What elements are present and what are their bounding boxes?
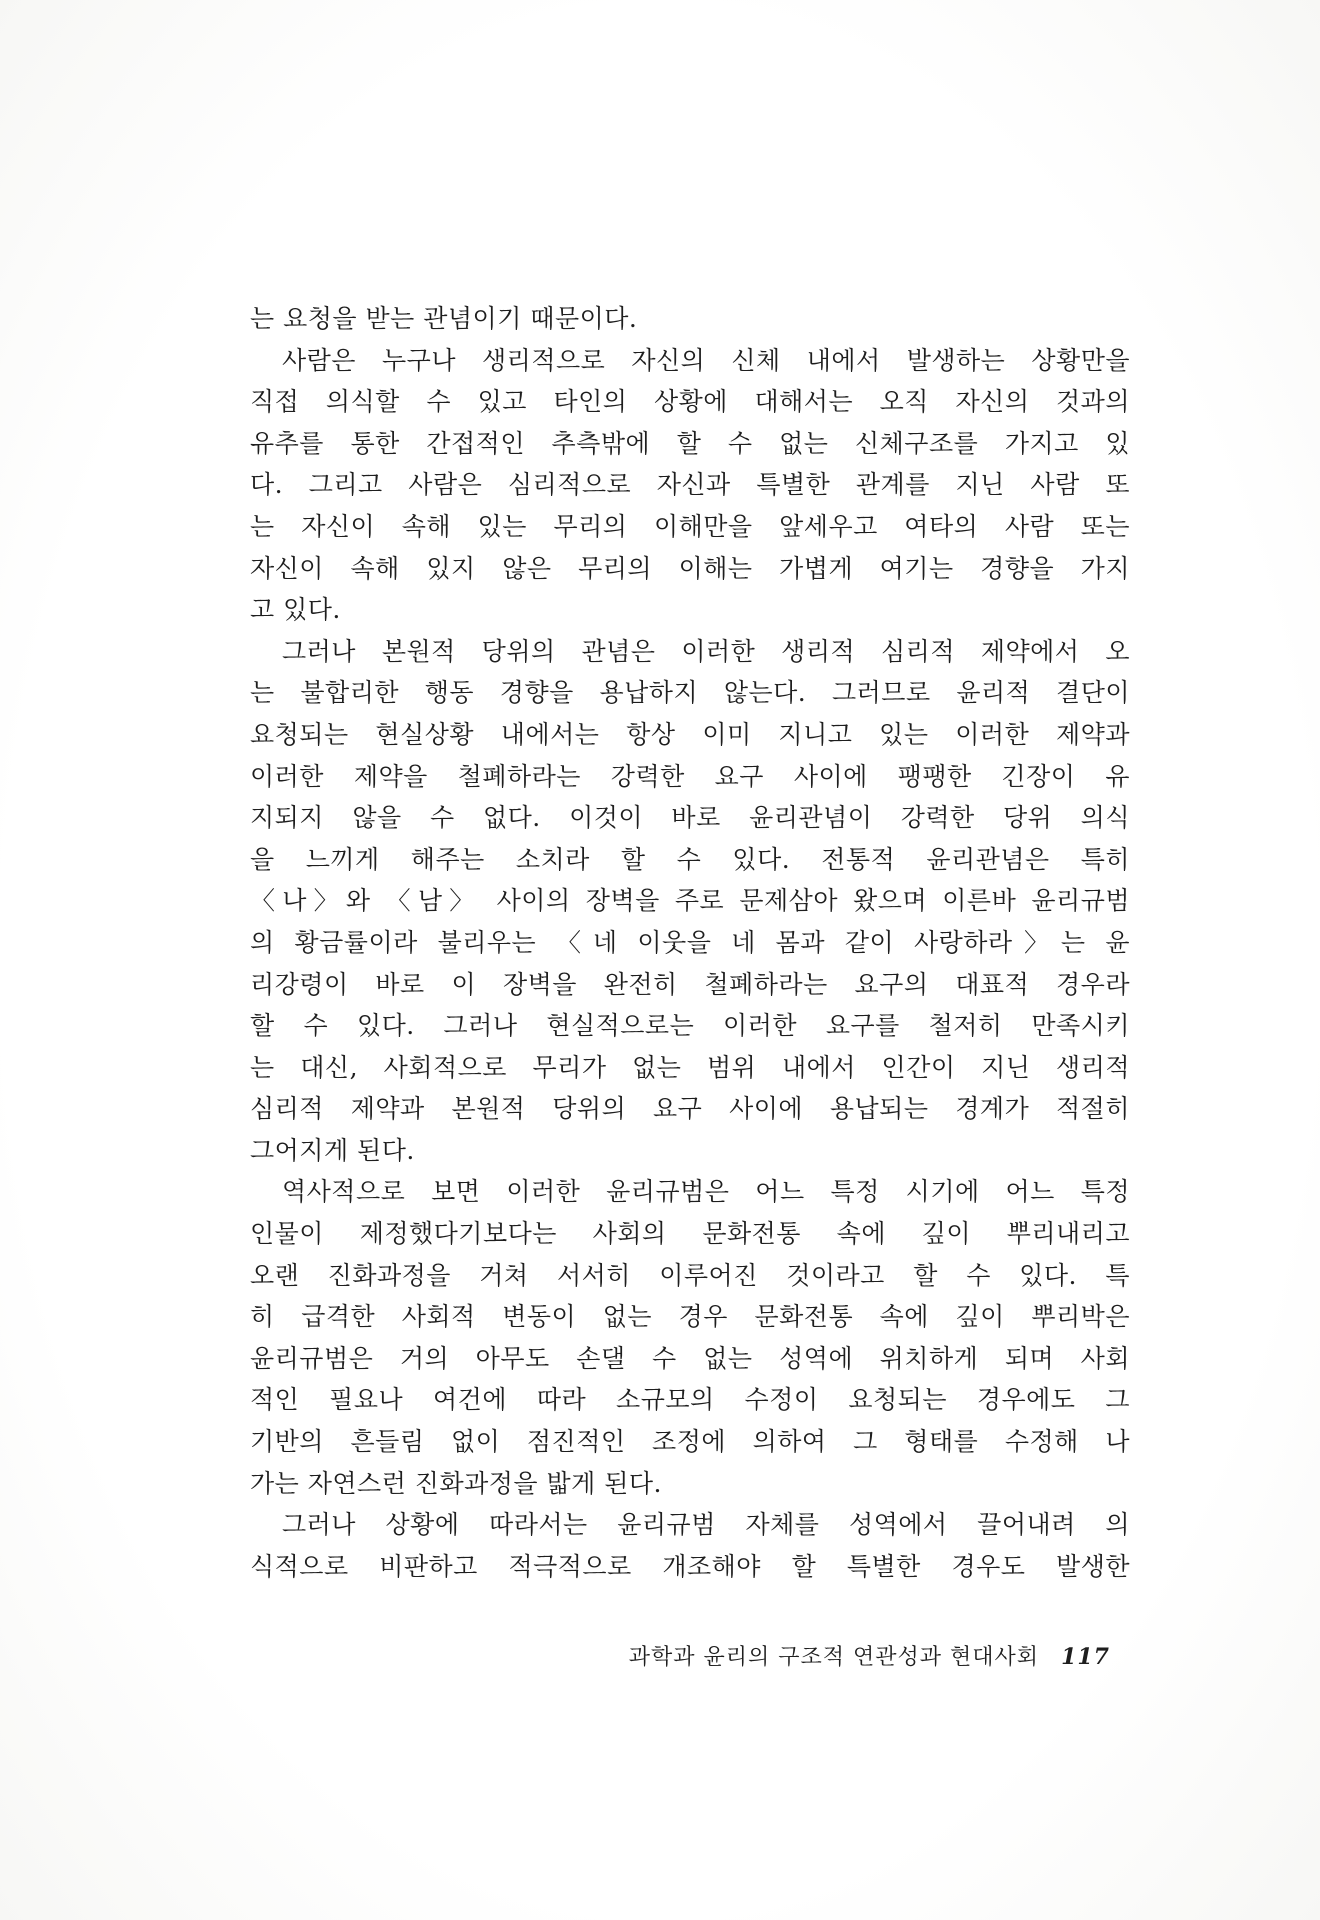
text-line: 의 황금률이라 불리우는 〈네 이웃을 네 몸과 같이 사랑하라〉는 윤 [250,927,1130,957]
text-line: 을 느끼게 해주는 소치라 할 수 있다. 전통적 윤리관념은 특히 [250,844,1130,874]
text-line: 자신이 속해 있지 않은 무리의 이해는 가볍게 여기는 경향을 가지 [250,553,1130,583]
text-line: 유추를 통한 간접적인 추측밖에 할 수 없는 신체구조를 가지고 있 [250,428,1130,458]
text-line: 그러나 상황에 따라서는 윤리규범 자체를 성역에서 끌어내려 의 [282,1510,1130,1540]
text-line: 오랜 진화과정을 거쳐 서서히 이루어진 것이라고 할 수 있다. 특 [250,1260,1130,1290]
text-line: 〈나〉와 〈남〉 사이의 장벽을 주로 문제삼아 왔으며 이른바 윤리규범 [250,886,1130,916]
page-number: 117 [1061,1644,1110,1670]
text-line: 할 수 있다. 그러나 현실적으로는 이러한 요구를 철저히 만족시키 [250,1011,1130,1041]
text-line: 는 요청을 받는 관념이기 때문이다. [250,304,638,333]
text-line: 는 대신, 사회적으로 무리가 없는 범위 내에서 인간이 지닌 생리적 [250,1052,1130,1082]
text-line: 히 급격한 사회적 변동이 없는 경우 문화전통 속에 깊이 뿌리박은 [250,1302,1130,1332]
text-line: 그러나 본원적 당위의 관념은 이러한 생리적 심리적 제약에서 오 [282,636,1130,666]
text-line: 인물이 제정했다기보다는 사회의 문화전통 속에 깊이 뿌리내리고 [250,1219,1130,1249]
text-line: 는 불합리한 행동 경향을 용납하지 않는다. 그러므로 윤리적 결단이 [250,678,1130,708]
text-line: 사람은 누구나 생리적으로 자신의 신체 내에서 발생하는 상황만을 [282,345,1130,375]
text-line: 윤리규범은 거의 아무도 손댈 수 없는 성역에 위치하게 되며 사회 [250,1343,1130,1373]
text-line: 그어지게 된다. [250,1135,415,1165]
text-line: 식적으로 비판하고 적극적으로 개조해야 할 특별한 경우도 발생한 [250,1551,1130,1581]
running-title: 과학과 윤리의 구조적 연관성과 현대사회 [628,1645,1040,1670]
text-line: 리강령이 바로 이 장벽을 완전히 철폐하라는 요구의 대표적 경우라 [250,969,1130,999]
text-line: 요청되는 현실상황 내에서는 항상 이미 지니고 있는 이러한 제약과 [250,719,1130,749]
text-line: 이러한 제약을 철폐하라는 강력한 요구 사이에 팽팽한 긴장이 유 [250,761,1130,791]
body-text [250,298,1130,1587]
text-line: 직접 의식할 수 있고 타인의 상황에 대해서는 오직 자신의 것과의 [250,387,1130,417]
text-line: 는 자신이 속해 있는 무리의 이해만을 앞세우고 여타의 사람 또는 [250,511,1130,541]
text-line: 심리적 제약과 본원적 당위의 요구 사이에 용납되는 경계가 적절히 [250,1094,1130,1124]
text-line: 역사적으로 보면 이러한 윤리규범은 어느 특정 시기에 어느 특정 [282,1177,1130,1207]
text-line: 고 있다. [250,595,341,625]
text-line: 기반의 흔들림 없이 점진적인 조정에 의하여 그 형태를 수정해 나 [250,1427,1130,1457]
text-line: 다. 그리고 사람은 심리적으로 자신과 특별한 관계를 지닌 사람 또 [250,470,1130,500]
text-line: 가는 자연스런 진화과정을 밟게 된다. [250,1468,662,1498]
text-line: 적인 필요나 여건에 따라 소규모의 수정이 요청되는 경우에도 그 [250,1385,1130,1415]
text-line: 지되지 않을 수 없다. 이것이 바로 윤리관념이 강력한 당위 의식 [250,803,1130,833]
running-footer [250,1642,1110,1673]
